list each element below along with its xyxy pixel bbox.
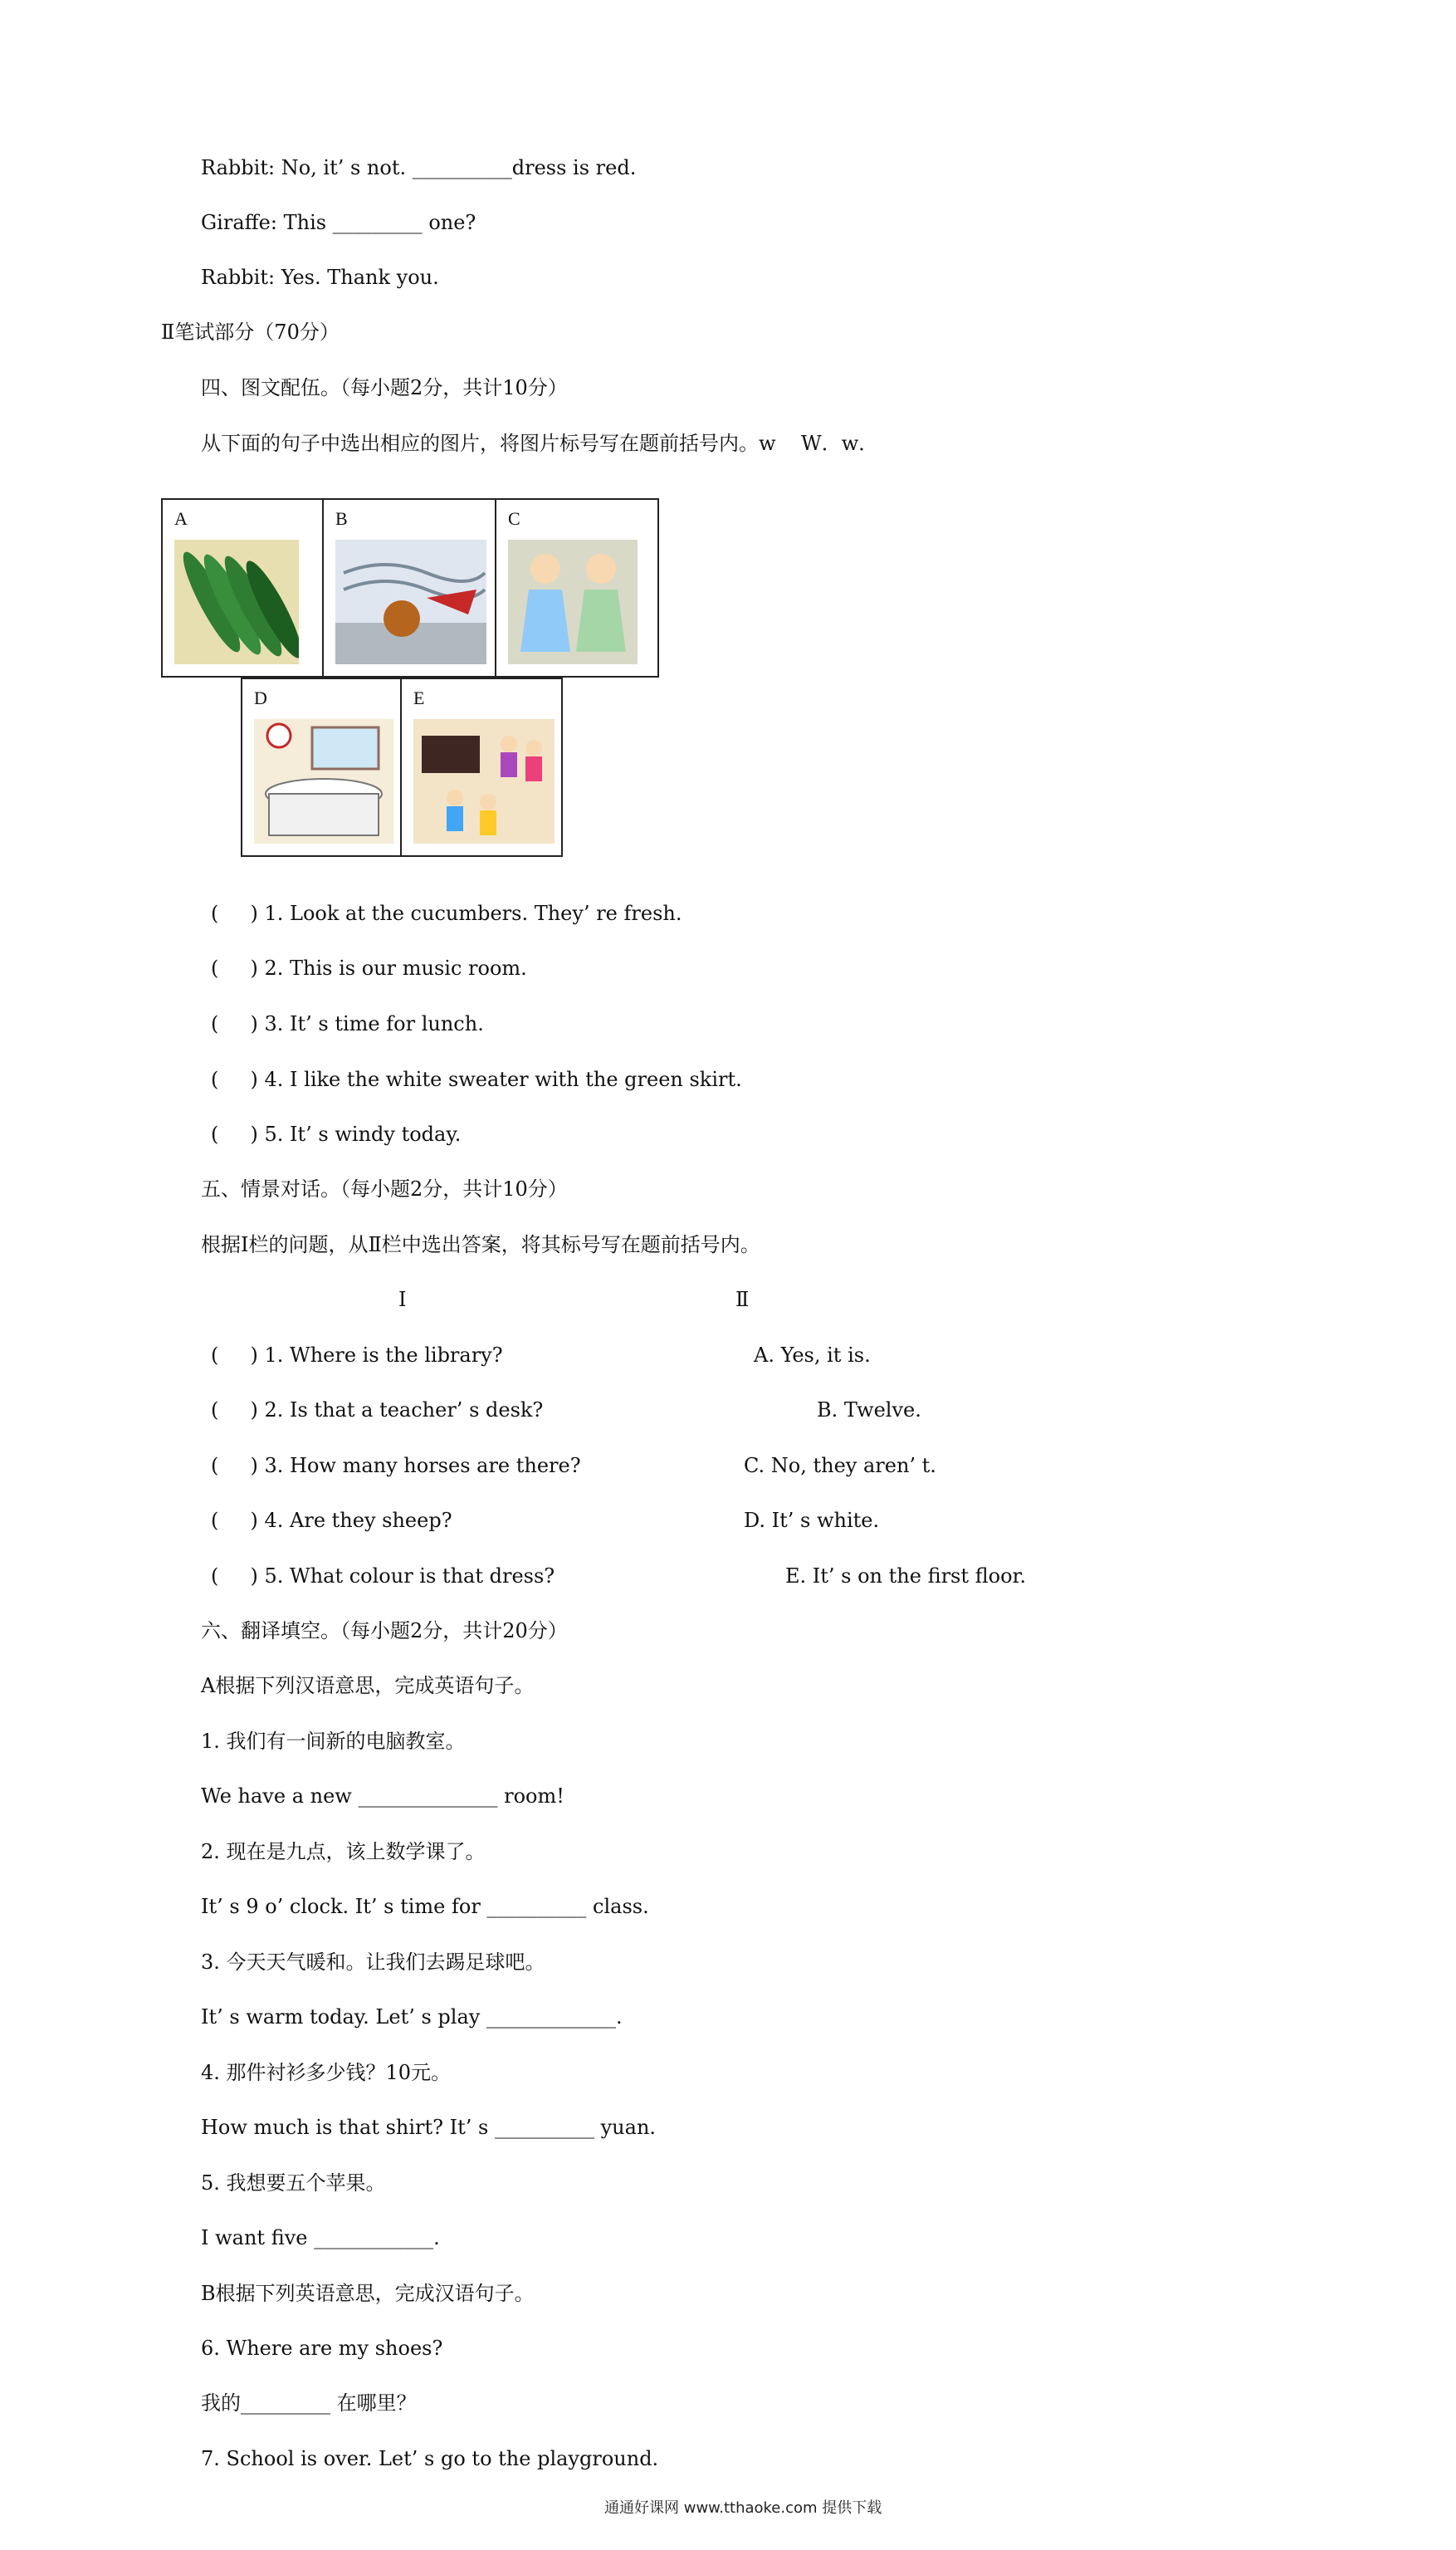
s6-line: 3. 今天天气暖和。让我们去踢足球吧。 <box>201 1950 545 1974</box>
s5-question-3: ( ) 3. How many horses are there? <box>211 1454 581 1477</box>
s6-line: I want five ____________. <box>201 2226 440 2249</box>
s5-answer-a: A. Yes, it is. <box>754 1344 871 1367</box>
s6-line: 1. 我们有一间新的电脑教室。 <box>201 1730 466 1753</box>
s6-line: It’ s 9 o’ clock. It’ s time for __________ class. <box>201 1895 649 1918</box>
s4-item-3: ( ) 3. It’ s time for lunch. <box>211 1012 484 1035</box>
s5-answer-d: D. It’ s white. <box>744 1509 880 1532</box>
s5-column-1-header: Ⅰ <box>398 1288 407 1311</box>
picture-label: B <box>335 508 348 529</box>
s5-answer-c: C. No, they aren’ t. <box>744 1454 936 1477</box>
s4-title: 四、图文配伍。（每小题2分，共计10分） <box>201 376 568 399</box>
s5-answer-b: B. Twelve. <box>817 1398 921 1422</box>
picture-label: A <box>174 508 188 529</box>
s5-question-5: ( ) 5. What colour is that dress? <box>211 1564 555 1588</box>
s4-item-5: ( ) 5. It’ s windy today. <box>211 1123 462 1146</box>
s5-title: 五、情景对话。（每小题2分，共计10分） <box>201 1177 568 1201</box>
s6-line: 7. School is over. Let’ s go to the playground. <box>201 2447 659 2470</box>
dialog-line-1: Rabbit: No, it’ s not. __________dress is red. <box>201 156 637 179</box>
s4-item-1: ( ) 1. Look at the cucumbers. They’ re fresh. <box>211 902 682 925</box>
s6-line: 6. Where are my shoes? <box>201 2337 443 2360</box>
picture-b <box>322 498 496 678</box>
s4-item-4: ( ) 4. I like the white sweater with the green skirt. <box>211 1068 742 1091</box>
s6-part-a: A根据下列汉语意思，完成英语句子。 <box>201 1674 535 1697</box>
picture-label: C <box>508 508 520 529</box>
s6-line: 5. 我想要五个苹果。 <box>201 2171 386 2195</box>
s6-line: We have a new ______________ room! <box>201 1784 564 1808</box>
s6-line: 2. 现在是九点，该上数学课了。 <box>201 1840 486 1863</box>
s5-question-2: ( ) 2. Is that a teacher’ s desk? <box>211 1398 544 1422</box>
music-room-icon <box>413 719 555 844</box>
s5-column-2-header: Ⅱ <box>735 1288 750 1311</box>
s5-question-1: ( ) 1. Where is the library? <box>211 1344 503 1367</box>
picture-label: E <box>413 688 425 708</box>
dialog-line-2: Giraffe: This _________ one? <box>201 211 476 234</box>
lunch-table-icon <box>254 719 393 844</box>
s5-question-4: ( ) 4. Are they sheep? <box>211 1509 452 1532</box>
s6-line: 4. 那件衬衫多少钱？10元。 <box>201 2061 452 2084</box>
s5-instruction: 根据Ⅰ栏的问题，从Ⅱ栏中选出答案，将其标号写在题前括号内。 <box>201 1233 760 1256</box>
s4-item-2: ( ) 2. This is our music room. <box>211 957 527 980</box>
cucumbers-icon <box>174 540 299 664</box>
picture-c <box>495 498 659 678</box>
picture-d <box>241 678 402 857</box>
s6-part-b: B根据下列英语意思，完成汉语句子。 <box>201 2282 535 2305</box>
windy-day-icon <box>335 540 486 664</box>
s5-answer-e: E. It’ s on the first floor. <box>785 1564 1027 1588</box>
s4-instruction: 从下面的句子中选出相应的图片，将图片标号写在题前括号内。w W．w． <box>201 432 879 455</box>
dialog-line-3: Rabbit: Yes. Thank you. <box>201 266 439 289</box>
girls-clothes-icon <box>508 540 638 664</box>
picture-label: D <box>254 688 267 708</box>
s6-title: 六、翻译填空。（每小题2分，共计20分） <box>201 1619 568 1642</box>
s6-line: It’ s warm today. Let’ s play _____________. <box>201 2005 623 2029</box>
footer-source: 通通好课网 www.tthaoke.com 提供下载 <box>604 2499 882 2517</box>
s6-line: How much is that shirt? It’ s __________ yuan. <box>201 2116 657 2139</box>
s6-line: 我的_________ 在哪里？ <box>201 2391 417 2415</box>
picture-a <box>161 498 324 678</box>
section-heading-written: Ⅱ笔试部分（70分） <box>161 321 340 344</box>
picture-e <box>400 678 563 857</box>
